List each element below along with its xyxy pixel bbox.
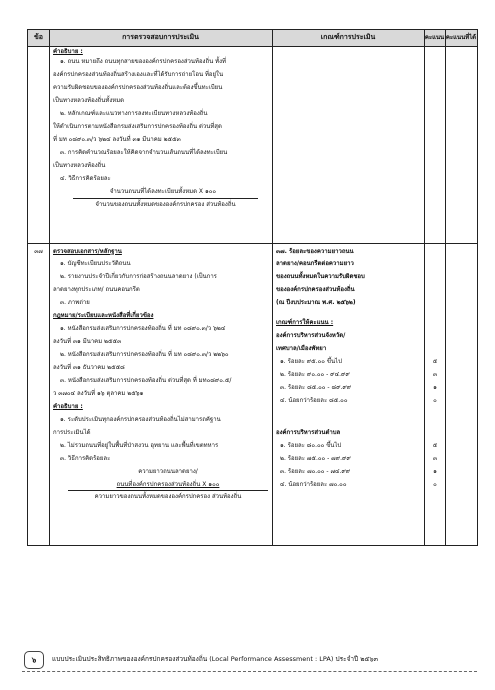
- scoring-title: เกณฑ์การให้คะแนน :: [276, 319, 334, 326]
- explain-title: คำอธิบาย :: [53, 48, 83, 55]
- score-range: ๒. ร้อยละ ๗๕.๐๐ - ๗๙.๙๙: [280, 455, 351, 462]
- group2-title: องค์การบริหารส่วนตำบล: [276, 429, 341, 436]
- score-value: ๕: [432, 442, 438, 449]
- explain-title: คำอธิบาย :: [53, 403, 83, 410]
- formula-denominator: ความยาวของถนนทั้งหมดขององค์กรปกครอง ส่วนท้องถิ่น: [94, 493, 242, 500]
- explain-line: เป็นทางหลวงท้องถิ่น: [53, 162, 106, 169]
- table-header: [28, 30, 477, 47]
- criteria-title-line: ๓๗. ร้อยละของความยาวถนน: [276, 248, 354, 255]
- fraction-line: [68, 490, 268, 491]
- score-range: ๑. ร้อยละ ๘๐.๐๐ ขึ้นไป: [280, 442, 342, 449]
- explain-line: ให้ดำเนินการตามหนังสือกรมส่งเสริมการปกครองท้องถิ่น ด่วนที่สุด: [53, 123, 222, 130]
- fraction-line: [73, 198, 258, 199]
- group1-title: องค์การบริหารส่วนจังหวัด/: [276, 332, 346, 339]
- law-title: กฎหมาย/ระเบียบและหนังสือที่เกี่ยวข้อง: [53, 312, 154, 319]
- evidence-item: ลาดยางทุกประเภท/ ถนนคอนกรีต: [53, 286, 140, 293]
- column-divider: [272, 30, 273, 545]
- law-item: ๒. หนังสือกรมส่งเสริมการปกครองท้องถิ่น ที่ มท ๐๘๙๐.๓/ว ๒๒๖๐: [60, 351, 229, 358]
- criteria-title-line: (ณ ปีงบประมาณ พ.ศ. ๒๕๖๒): [276, 299, 356, 306]
- group1-title: เทศบาล/เมืองพัทยา: [276, 345, 327, 352]
- score-range: ๓. ร้อยละ ๗๐.๐๐ - ๗๔.๙๙: [280, 468, 351, 475]
- law-item: ลงวันที่ ๓๑ มีนาคม ๒๕๕๓: [53, 338, 122, 345]
- explain-line: ๒. หลักเกณฑ์และแนวทางการลงทะเบียนทางหลวงท้องถิ่น: [60, 110, 208, 117]
- score-range: ๔. น้อยกว่าร้อยละ ๘๕.๐๐: [280, 397, 348, 404]
- criteria-title-line: ของถนนทั้งหมดในความรับผิดชอบ: [276, 273, 365, 280]
- score-value: ๓: [432, 455, 438, 462]
- explain-line: องค์กรปกครองส่วนท้องถิ่นสร้างเองและที่ได้รับการถ่ายโอน ที่อยู่ใน: [53, 71, 224, 78]
- explain-line: ๔. วิธีการคิดร้อยละ: [60, 175, 111, 182]
- header-criteria: เกณฑ์การประเมิน: [320, 33, 376, 41]
- page-number: ๖: [24, 651, 44, 669]
- evidence-title: ตรวจสอบเอกสาร/หลักฐาน: [53, 248, 122, 255]
- score-value: ๑: [433, 384, 437, 391]
- score-value: ๓: [432, 371, 438, 378]
- header-score-received: คะแนนที่ได้: [445, 34, 477, 41]
- explain-line: เป็นทางหลวงท้องถิ่นทั้งหมด: [53, 97, 125, 104]
- assessment-table: [27, 29, 478, 546]
- explain-line: ความรับผิดชอบขององค์กรปกครองส่วนท้องถิ่นและต้องขึ้นทะเบียน: [53, 84, 223, 91]
- header-score: คะแนน: [424, 34, 445, 41]
- explain-line: ที่ มท ๐๘๙๐.๓/ว ๖๒๔ ลงวันที่ ๓๑ มีนาคม ๒๕๕๓: [53, 136, 181, 143]
- row-number: ๓๗: [34, 248, 43, 255]
- score-value: ๐: [433, 481, 437, 488]
- law-item: ๓. หนังสือกรมส่งเสริมการปกครองท้องถิ่น ด่วนที่สุด ที่ มท๐๘๙๐.๕/: [60, 377, 232, 384]
- criteria-title-line: ลาดยาง/คอนกรีตต่อความยาว: [276, 260, 354, 267]
- explain-line: ๓. วิธีการคิดร้อยละ: [60, 455, 111, 462]
- evidence-item: ๓. ภาพถ่าย: [60, 299, 90, 306]
- page-footer: [22, 651, 477, 672]
- footer-text: แบบประเมินประสิทธิภาพขององค์กรปกครองส่วนท้องถิ่น (Local Performance Assessment : LPA) ประจำปี ๒๕๖๓: [52, 655, 378, 663]
- formula-denominator: จำนวนของถนนทั้งหมดขององค์กรปกครอง ส่วนท้องถิ่น: [95, 201, 236, 208]
- formula-numerator: ถนนที่องค์กรปกครองส่วนท้องถิ่น X ๑๐๐: [116, 481, 220, 488]
- evidence-item: ๑. บัญชีทะเบียนประวัติถนน: [60, 260, 131, 267]
- explain-line: ๓. การคิดคำนวณร้อยละให้คิดจากจำนวนเส้นถนนที่ได้ลงทะเบียน: [60, 149, 228, 156]
- explain-line: ๑. ระดับประเมินทุกองค์กรปกครองส่วนท้องถิ่นไม่สามารถคัฐาน: [60, 416, 221, 423]
- score-range: ๔. น้อยกว่าร้อยละ ๗๐.๐๐: [280, 481, 347, 488]
- column-divider: [445, 30, 446, 545]
- header-assessment: การตรวจสอบการประเมิน: [122, 33, 199, 41]
- score-range: ๒. ร้อยละ ๙๐.๐๐ - ๙๔.๙๙: [280, 371, 350, 378]
- formula-numerator: จำนวนถนนที่ได้ลงทะเบียนทั้งหมด X ๑๐๐: [109, 188, 217, 195]
- evidence-item: ๒. รายงานประจำปีเกี่ยวกับการก่อสร้างถนนลาดยาง (เป็นการ: [60, 273, 217, 280]
- score-value: ๑: [433, 468, 437, 475]
- score-value: ๐: [433, 397, 437, 404]
- explain-line: ๑. ถนน หมายถึง ถนนทุกสายขององค์กรปกครองส่วนท้องถิ่น ทั้งที่: [60, 58, 226, 65]
- column-divider: [424, 30, 425, 545]
- formula-numerator: ความยาวถนนลาดยาง/: [138, 468, 198, 475]
- row-divider: [28, 243, 477, 244]
- law-item: ๑. หนังสือกรมส่งเสริมการปกครองท้องถิ่น ที่ มท ๐๘๙๐.๓/ว ๖๒๔: [60, 325, 226, 332]
- law-item: ลงวันที่ ๓๑ ธันวาคม ๒๕๕๘: [53, 364, 125, 371]
- score-value: ๕: [432, 358, 438, 365]
- score-range: ๑. ร้อยละ ๙๕.๐๐ ขึ้นไป: [280, 358, 342, 365]
- score-range: ๓. ร้อยละ ๘๕.๐๐ - ๘๙.๙๙: [280, 384, 352, 391]
- explain-line: ๒. ไม่รวมถนนที่อยู่ในพื้นที่ป่าสงวน อุทยาน และพื้นที่เขตทหาร: [60, 442, 219, 449]
- criteria-title-line: ขององค์กรปกครองส่วนท้องถิ่น: [276, 286, 355, 293]
- column-divider: [49, 30, 50, 545]
- explain-line: การประเมินได้: [53, 429, 91, 436]
- header-no: ข้อ: [34, 33, 43, 41]
- law-item: ว ๓๗๐๔ ลงวันที่ ๑๖ ตุลาคม ๒๕๖๑: [53, 390, 144, 397]
